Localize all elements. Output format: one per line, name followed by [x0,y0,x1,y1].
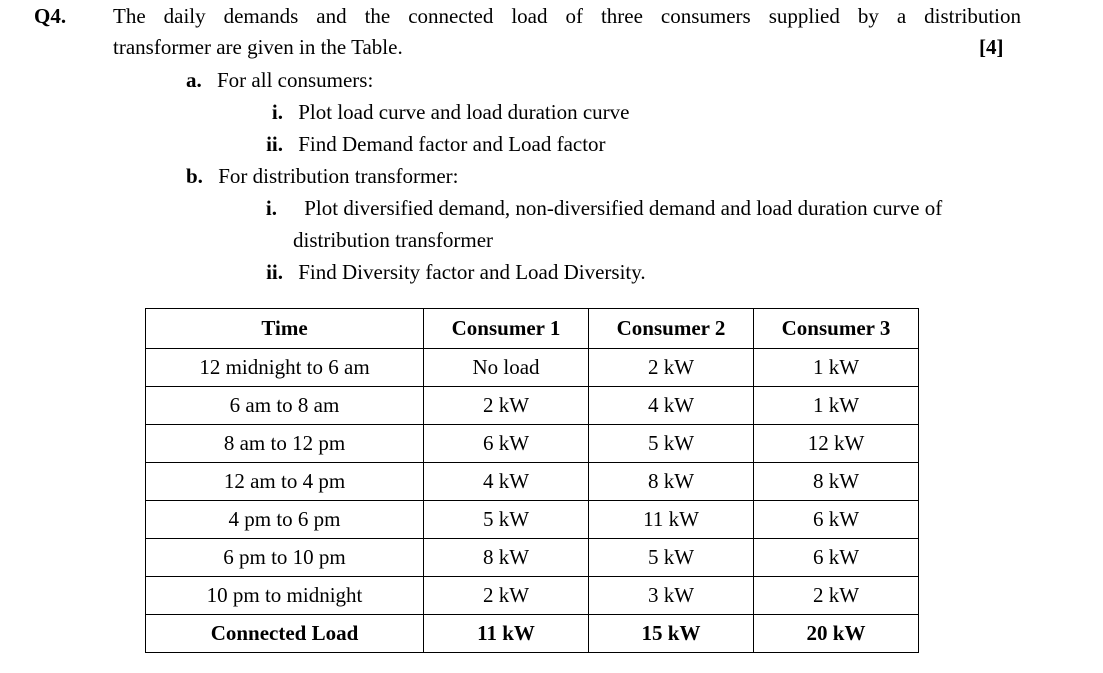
cell-consumer-2: 11 kW [589,501,754,539]
part-b-item-1-continuation: distribution transformer [293,228,494,252]
table-row [146,349,919,387]
part-a-text: For all consumers: [217,68,374,92]
cell-consumer-2: 4 kW [589,387,754,425]
cell-consumer-3: 12 kW [754,425,919,463]
question-text-line2: transformer are given in the Table. [113,35,403,59]
part-b-label: b. [186,164,203,188]
cell-time: 8 am to 12 pm [146,425,424,463]
cell-consumer-2: 3 kW [589,577,754,615]
table-row [146,577,919,615]
total-label: Connected Load [146,615,424,653]
part-a-item-2 [255,132,606,157]
cell-time: 6 am to 8 am [146,387,424,425]
total-consumer-3: 20 kW [754,615,919,653]
part-a-item-1-label: i. [271,100,283,124]
cell-consumer-3: 1 kW [754,349,919,387]
cell-consumer-1: 8 kW [424,539,589,577]
demand-table [145,308,919,653]
cell-consumer-3: 6 kW [754,539,919,577]
cell-consumer-3: 8 kW [754,463,919,501]
cell-consumer-2: 8 kW [589,463,754,501]
question-number: Q4. [34,4,67,28]
header-time: Time [146,309,424,349]
table-row [146,425,919,463]
table-total-row [146,615,919,653]
table-row [146,501,919,539]
cell-consumer-2: 2 kW [589,349,754,387]
table-row [146,387,919,425]
part-b-item-1-label: i. [265,196,277,220]
header-consumer-2: Consumer 2 [589,309,754,349]
cell-consumer-3: 1 kW [754,387,919,425]
part-b-item-2-label: ii. [266,260,283,284]
part-a-label: a. [186,68,202,92]
part-a-item-1-text: Plot load curve and load duration curve [298,100,630,124]
header-consumer-3: Consumer 3 [754,309,919,349]
cell-consumer-2: 5 kW [589,425,754,463]
cell-time: 6 pm to 10 pm [146,539,424,577]
marks-label: [4] [979,35,1004,59]
part-b-item-1-text: Plot diversified demand, non-diversified demand and load duration curve of [304,196,943,220]
table-row [146,463,919,501]
part-a-item-2-label: ii. [266,132,283,156]
cell-consumer-1: 4 kW [424,463,589,501]
total-consumer-1: 11 kW [424,615,589,653]
part-b-item-1 [255,196,942,221]
cell-consumer-2: 5 kW [589,539,754,577]
question-text-line1: The daily demands and the connected load of three consumers supplied by a distribution [113,4,1021,28]
cell-time: 10 pm to midnight [146,577,424,615]
table-header-row [146,309,919,349]
cell-consumer-3: 2 kW [754,577,919,615]
part-a-item-1 [255,100,629,125]
part-a-item-2-text: Find Demand factor and Load factor [298,132,606,156]
part-b-item-2-text: Find Diversity factor and Load Diversity. [298,260,646,284]
cell-time: 4 pm to 6 pm [146,501,424,539]
total-consumer-2: 15 kW [589,615,754,653]
cell-consumer-1: 2 kW [424,577,589,615]
cell-consumer-1: 6 kW [424,425,589,463]
cell-consumer-1: 2 kW [424,387,589,425]
cell-time: 12 midnight to 6 am [146,349,424,387]
cell-consumer-1: 5 kW [424,501,589,539]
cell-time: 12 am to 4 pm [146,463,424,501]
table-row [146,539,919,577]
part-b-text: For distribution transformer: [218,164,459,188]
header-consumer-1: Consumer 1 [424,309,589,349]
part-b [186,164,459,189]
part-b-item-2 [255,260,646,285]
cell-consumer-3: 6 kW [754,501,919,539]
cell-consumer-1: No load [424,349,589,387]
part-a [186,68,373,93]
